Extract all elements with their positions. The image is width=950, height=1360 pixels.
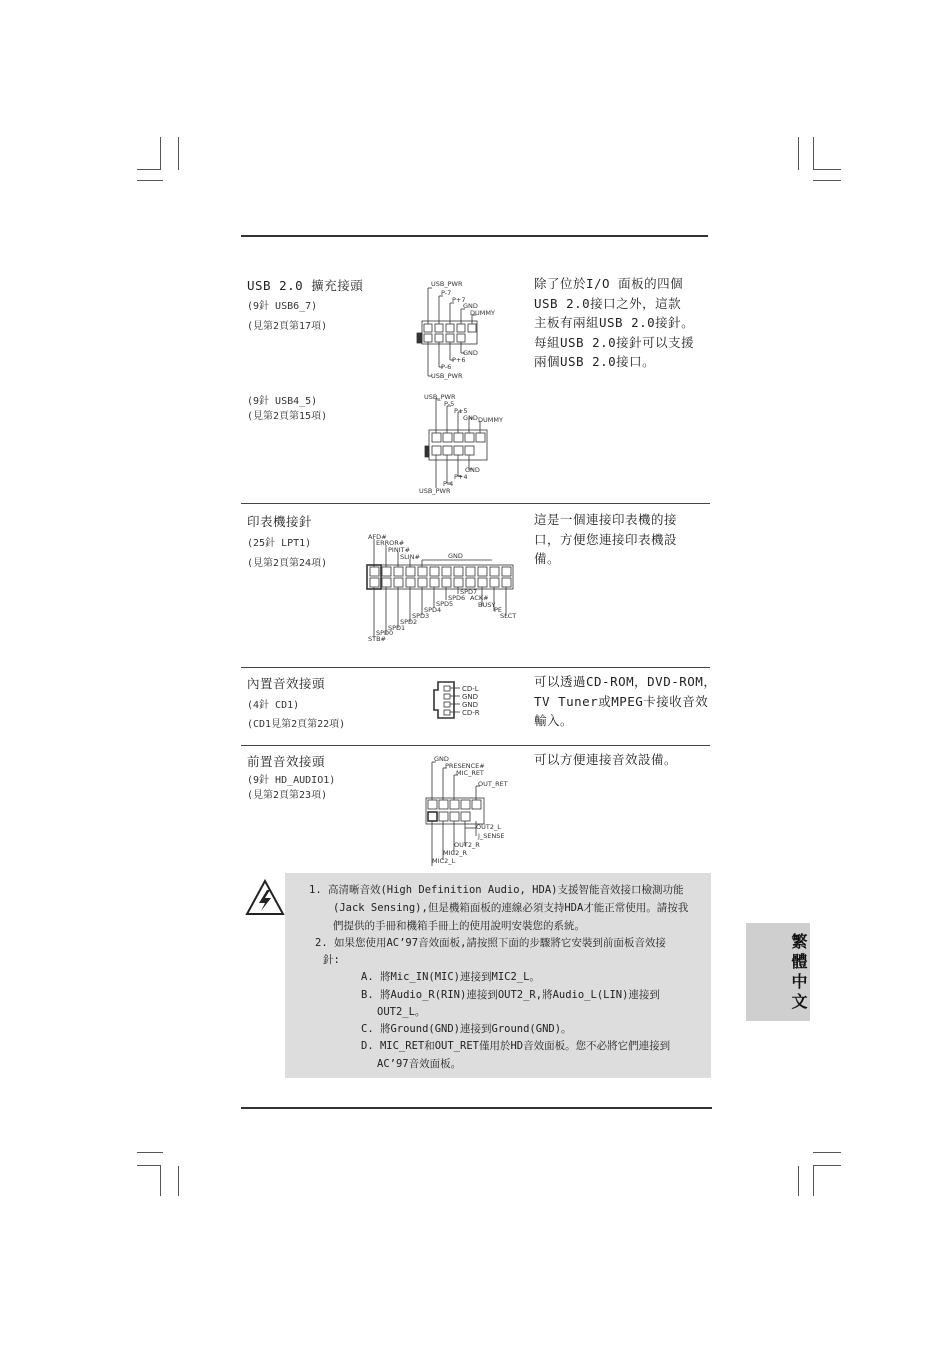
lpt1-label: SPD7 — [460, 588, 478, 596]
crop-mark — [137, 169, 161, 170]
crop-mark — [137, 1152, 163, 1153]
header-rule — [241, 235, 708, 237]
crop-mark — [798, 137, 799, 170]
usb-header2-pins: (9針 USB4_5) — [247, 396, 318, 407]
usb4-5-label: P+4 — [454, 473, 468, 481]
usb-description-line: 每組USB 2.0接針可以支援 — [534, 334, 695, 350]
usb-description — [534, 274, 714, 372]
usb6-7-label: GND — [463, 349, 478, 357]
usb-description-line: 除了位於I/O 面板的四個 — [534, 276, 684, 291]
printer-ref: (見第2頁第24項) — [247, 558, 328, 569]
lpt1-label: SPD2 — [400, 618, 418, 626]
printer-section-title: 印表機接針 — [247, 514, 313, 529]
printer-description-line: 備。 — [534, 551, 561, 566]
pin-header-outline — [422, 321, 477, 344]
pin-header-outline — [426, 798, 484, 824]
lpt1-label: STB# — [368, 635, 387, 643]
lpt1-label: SLIN# — [400, 553, 420, 561]
crop-mark — [160, 137, 161, 170]
front-audio-description-line: 可以方便連接音效設備。 — [534, 752, 678, 767]
front-audio-description — [534, 750, 714, 770]
lpt1-label: AFD# — [368, 533, 387, 541]
cd1-label: GND — [462, 701, 479, 709]
lpt1-label: SLCT — [500, 612, 517, 620]
crop-mark — [137, 180, 163, 181]
lpt1-label: SPD5 — [436, 600, 454, 608]
printer-pins: (25針 LPT1) — [247, 538, 312, 549]
crop-mark — [178, 1166, 179, 1196]
hd-audio-label: MIC2_L — [432, 857, 456, 865]
usb-header1-pins: (9針 USB6_7) — [247, 301, 318, 312]
internal-audio-description-line: 可以透過CD-ROM，DVD-ROM， — [534, 674, 717, 689]
usb6-7-label: GND — [463, 302, 478, 310]
warning-icon — [244, 878, 286, 918]
hd-audio-label: OUT_RET — [478, 780, 508, 788]
language-tab-label: 繁體中文 — [789, 933, 808, 1013]
note-line: A. 將Mic_IN(MIC)連接到MIC2_L。 — [361, 971, 540, 983]
section-divider — [241, 503, 710, 504]
hd-audio-label: MIC2_R — [443, 849, 467, 857]
footer-rule — [241, 1107, 712, 1109]
front-audio-section-title: 前置音效接頭 — [247, 754, 326, 769]
usb-section-title: USB 2.0 擴充接頭 — [247, 278, 364, 293]
printer-description-line: 這是一個連接印表機的接 — [534, 512, 678, 527]
internal-audio-description — [534, 672, 720, 731]
usb4-5-label: DUMMY — [478, 416, 503, 424]
crop-mark — [813, 180, 841, 181]
lpt1-label: PE — [494, 606, 503, 614]
note-line: D. MIC_RET和OUT_RET僅用於HD音效面板。您不必將它們連接到 — [361, 1040, 671, 1052]
hd-audio-label: OUT2_R — [454, 841, 480, 849]
usb4-5-label: USB_PWR — [424, 393, 456, 401]
internal-audio-pins: (4針 CD1) — [247, 700, 300, 711]
note-line: (Jack Sensing),但是機箱面板的連線必須支持HDA才能正常使用。請按我 — [333, 902, 689, 914]
lpt1-label: SPD4 — [424, 606, 442, 614]
crop-mark — [160, 1166, 161, 1196]
crop-mark — [813, 137, 814, 170]
lpt1-label: SPD3 — [412, 612, 430, 620]
usb6-7-label: USB_PWR — [431, 372, 463, 380]
internal-audio-description-line: 輸入。 — [534, 713, 574, 728]
usb6-7-label: P-7 — [441, 289, 452, 297]
crop-mark — [813, 1152, 841, 1153]
note-line: 1. 高清晰音效(High Definition Audio, HDA)支援智能音效接口檢測功能 — [309, 884, 684, 896]
lpt1-label: ERROR# — [376, 539, 405, 547]
front-audio-pins: (9針 HD_AUDIO1) — [247, 775, 336, 786]
language-side-tab — [746, 923, 810, 1021]
note-line: OUT2_L。 — [377, 1006, 426, 1018]
printer-description — [534, 510, 714, 569]
usb4-5-header-diagram — [414, 391, 510, 495]
usb6-7-label: DUMMY — [470, 309, 495, 317]
lpt1-label: SPD0 — [376, 629, 394, 637]
cd1-label: GND — [462, 693, 479, 701]
pin-header-outline — [367, 565, 513, 589]
internal-audio-section-title: 內置音效接頭 — [247, 676, 326, 691]
crop-mark — [813, 169, 841, 170]
note-line: 2. 如果您使用AC’97音效面板,請按照下面的步驟將它安裝到前面板音效接 — [315, 937, 666, 949]
internal-audio-ref: (CD1見第2頁第22項) — [247, 719, 346, 730]
usb4-5-label: GND — [463, 414, 478, 422]
hd-audio-label: MIC_RET — [456, 769, 484, 777]
section-divider — [241, 745, 710, 746]
crop-mark — [813, 1166, 814, 1196]
lpt1-label: SPD1 — [388, 624, 406, 632]
lpt1-header-diagram — [362, 530, 522, 644]
usb4-5-label: P+5 — [454, 407, 468, 415]
cd1-label: CD-L — [462, 685, 479, 693]
crop-mark — [178, 137, 179, 170]
usb6-7-label: P+6 — [452, 356, 466, 364]
usb4-5-label: P-5 — [444, 400, 455, 408]
usb-description-line: 兩個USB 2.0接口。 — [534, 354, 656, 369]
lpt1-label: GND — [448, 552, 463, 560]
usb-header2-ref: (見第2頁第15項) — [247, 411, 328, 422]
hd-audio-label: J_SENSE — [478, 832, 505, 840]
usb6-7-header-diagram — [408, 278, 498, 384]
lpt1-label: BUSY — [478, 601, 496, 609]
usb-description-line: USB 2.0接口之外，這款 — [534, 295, 682, 311]
lpt1-label: SPD6 — [448, 594, 466, 602]
hd-audio-label: GND — [434, 755, 449, 763]
hd-audio-label: OUT2_L — [476, 823, 501, 831]
usb6-7-label: P+7 — [452, 296, 466, 304]
usb4-5-label: P-4 — [443, 480, 454, 488]
note-line: 針: — [323, 954, 340, 966]
usb6-7-label: USB_PWR — [431, 280, 463, 288]
printer-description-line: 口，方便您連接印表機設 — [534, 531, 678, 547]
lpt1-label: ACK# — [470, 594, 489, 602]
usb-description-line: 主板有兩組USB 2.0接針。 — [534, 315, 695, 330]
usb4-5-label: GND — [465, 466, 480, 474]
internal-audio-description-line: TV Tuner或MPEG卡接收音效 — [534, 693, 709, 709]
section-divider — [241, 667, 710, 668]
usb4-5-label: USB_PWR — [419, 487, 451, 495]
cd1-label: CD-R — [462, 709, 480, 717]
note-line: B. 將Audio_R(RIN)連接到OUT2_R,將Audio_L(LIN)連接到 — [361, 989, 660, 1001]
crop-mark — [137, 1165, 161, 1166]
crop-mark — [798, 1166, 799, 1196]
lpt1-label: PINIT# — [388, 546, 411, 554]
usb6-7-label: P-6 — [441, 363, 452, 371]
note-line: C. 將Ground(GND)連接到Ground(GND)。 — [361, 1023, 572, 1035]
notes-box — [285, 873, 711, 1078]
note-line: 們提供的手冊和機箱手冊上的使用說明安裝您的系統。 — [333, 920, 585, 932]
crop-mark — [813, 1165, 841, 1166]
cd1-header-diagram — [430, 678, 490, 722]
usb-header1-ref: (見第2頁第17項) — [247, 321, 328, 332]
hd-audio-label: PRESENCE# — [445, 762, 485, 770]
front-audio-ref: (見第2頁第23項) — [247, 790, 328, 801]
note-line: AC’97音效面板。 — [377, 1058, 462, 1070]
hd-audio-header-diagram — [420, 752, 512, 868]
